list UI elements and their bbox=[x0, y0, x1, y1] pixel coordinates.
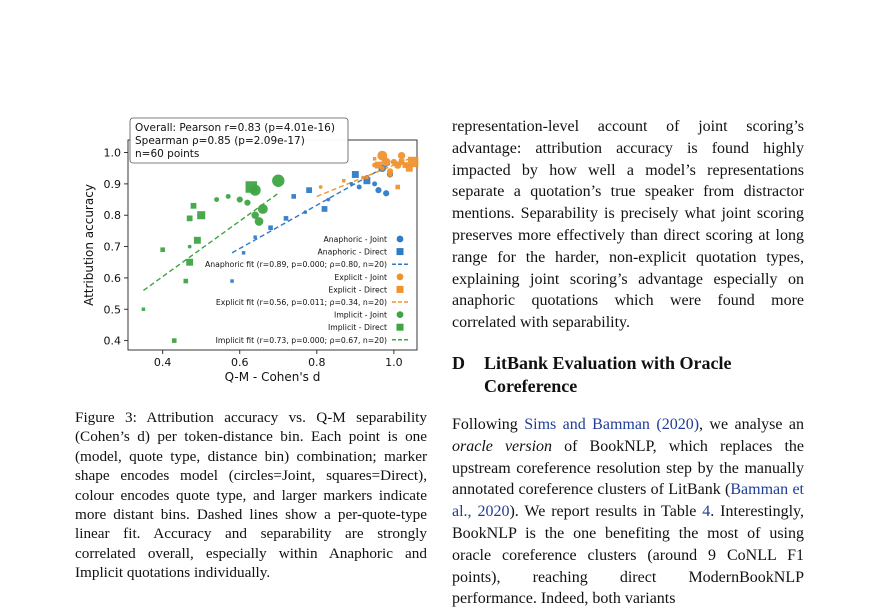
x-tick-label: 0.8 bbox=[308, 356, 326, 369]
legend-label: Explicit - Direct bbox=[328, 285, 387, 295]
legend-label: Implicit - Direct bbox=[328, 323, 387, 333]
citation-link-sims[interactable]: Sims and Bamman (2020) bbox=[524, 416, 700, 433]
point-anaphoric-direct bbox=[253, 235, 256, 238]
point-anaphoric-direct bbox=[230, 279, 233, 282]
x-axis-label: Q-M - Cohen's d bbox=[224, 370, 321, 384]
x-tick-label: 0.6 bbox=[230, 356, 249, 369]
point-implicit-joint bbox=[188, 245, 192, 249]
paragraph-separability: representation-level account of joint scoring’s advantage: attribution accuracy is found highly impacted by how well a model’s representations separate a quotation’s true speaker from distractor mentions. Separability is precisely what joint scoring preserves more effectively than direct scoring at long range for the harder, non-explicit quotation types, explaining joint scoring’s advantage especially on anaphoric quotations which were found more correlated with separability. bbox=[452, 118, 804, 332]
citation-year: 2020 bbox=[661, 416, 694, 433]
chart-svg bbox=[72, 112, 432, 394]
point-anaphoric-joint bbox=[383, 190, 389, 196]
point-implicit-direct bbox=[160, 247, 165, 252]
x-tick-label: 0.4 bbox=[153, 356, 172, 369]
point-explicit-direct bbox=[373, 157, 376, 160]
legend-marker-square bbox=[397, 286, 404, 293]
point-explicit-joint bbox=[361, 176, 365, 180]
y-tick-label: 0.5 bbox=[103, 303, 121, 317]
legend-label: Explicit - Joint bbox=[334, 272, 387, 282]
legend-label: Implicit fit (r=0.73, p=0.000; ρ=0.67, n=20) bbox=[215, 335, 387, 345]
point-implicit-direct bbox=[197, 211, 205, 219]
point-implicit-direct bbox=[184, 279, 189, 284]
citation-year: 2020 bbox=[477, 503, 510, 521]
point-explicit-direct bbox=[388, 172, 393, 177]
scatter-chart bbox=[72, 112, 432, 394]
x-tick-label: 1.0 bbox=[385, 356, 403, 369]
point-implicit-joint bbox=[272, 175, 284, 187]
legend-marker-circle bbox=[397, 311, 404, 318]
point-anaphoric-direct bbox=[268, 225, 273, 230]
y-axis-label: Attribution accuracy bbox=[82, 184, 96, 306]
y-tick-label: 0.7 bbox=[103, 240, 121, 254]
emphasis-text: oracle version bbox=[452, 437, 553, 455]
legend-label: Anaphoric fit (r=0.89, p=0.000; ρ=0.80, n=20) bbox=[205, 260, 387, 270]
section-number: D bbox=[452, 353, 465, 373]
citation-author: Bamman et al. bbox=[452, 481, 804, 521]
stats-line: Spearman ρ=0.85 (p=2.09e-17) bbox=[135, 135, 305, 147]
point-implicit-joint bbox=[255, 217, 264, 226]
point-anaphoric-direct bbox=[352, 171, 359, 178]
point-anaphoric-joint bbox=[357, 185, 362, 190]
y-tick-label: 0.6 bbox=[103, 271, 121, 285]
point-implicit-direct bbox=[194, 237, 201, 244]
point-implicit-joint bbox=[214, 197, 219, 202]
y-tick-label: 0.8 bbox=[103, 209, 121, 223]
point-explicit-direct bbox=[408, 157, 418, 167]
point-explicit-direct bbox=[365, 176, 368, 179]
point-implicit-direct bbox=[246, 181, 258, 193]
stats-line: n=60 points bbox=[135, 148, 200, 160]
section-heading bbox=[452, 352, 804, 398]
point-explicit-joint bbox=[319, 185, 323, 189]
point-anaphoric-joint bbox=[375, 187, 381, 193]
legend-marker-circle bbox=[397, 273, 404, 280]
table-ref-link[interactable]: 4 bbox=[702, 503, 711, 521]
legend-label: Anaphoric - Direct bbox=[317, 247, 387, 257]
point-anaphoric-direct bbox=[291, 194, 296, 199]
legend-marker-circle bbox=[397, 236, 404, 243]
point-explicit-joint bbox=[398, 152, 405, 159]
point-anaphoric-direct bbox=[284, 216, 289, 221]
legend-label: Explicit fit (r=0.56, p=0.011; ρ=0.34, n=20) bbox=[215, 298, 387, 307]
point-explicit-joint bbox=[377, 151, 387, 161]
point-anaphoric-direct bbox=[242, 251, 245, 254]
stats-line: Overall: Pearson r=0.83 (p=4.01e-16) bbox=[135, 122, 335, 134]
point-implicit-direct bbox=[172, 338, 177, 343]
point-implicit-joint bbox=[237, 196, 243, 202]
point-explicit-direct bbox=[342, 179, 345, 182]
point-explicit-direct bbox=[375, 162, 382, 169]
y-tick-label: 1.0 bbox=[103, 146, 121, 160]
point-anaphoric-joint bbox=[350, 182, 354, 186]
point-implicit-direct bbox=[187, 215, 193, 221]
text-span: Following bbox=[452, 416, 525, 433]
point-anaphoric-direct bbox=[322, 206, 328, 212]
text-span: of BookNLP, which replaces the upstream coreference resolution step by the manually annotated coreference clusters of LitBank ( bbox=[452, 437, 804, 499]
point-anaphoric-joint bbox=[327, 198, 331, 202]
point-anaphoric-joint bbox=[372, 181, 377, 186]
text-span: ). We report results in Table bbox=[509, 503, 703, 521]
point-anaphoric-direct bbox=[306, 187, 312, 193]
point-explicit-direct bbox=[395, 185, 400, 190]
point-anaphoric-joint bbox=[303, 210, 307, 214]
section-title: LitBank Evaluation with Oracle Coreference bbox=[484, 353, 732, 396]
text-span: , we analyse an bbox=[699, 416, 805, 433]
point-implicit-direct bbox=[191, 203, 197, 209]
legend-label: Anaphoric - Joint bbox=[323, 235, 387, 244]
figure-caption: Figure 3: Attribution accuracy vs. Q-M separability (Cohen’s d) per token-distance bin. Each point is one (model, quote type, distance bin) combination; marker shape encodes model (circles=Joint, squares=Direct), colour encodes quote type, and larger markers indicate more distant bins. Dashed lines show a per-quote-type linear fit. Accuracy and separability are strongly correlated overall, especially within Anaphoric and Implicit quotations individually. bbox=[75, 409, 427, 582]
citation-author: Sims and Bamman bbox=[524, 416, 650, 433]
legend-marker-square bbox=[397, 324, 404, 331]
y-tick-label: 0.9 bbox=[103, 177, 121, 191]
y-tick-label: 0.4 bbox=[103, 334, 121, 348]
legend-marker-square bbox=[397, 248, 404, 255]
point-implicit-joint bbox=[226, 194, 231, 199]
citation-link-bamman[interactable]: Bamman et al., 2020 bbox=[452, 481, 804, 521]
point-implicit-direct bbox=[186, 259, 193, 266]
legend-label: Implicit - Joint bbox=[334, 310, 387, 320]
text-span: . Interestingly, BookNLP is the one benefiting the most of using oracle coreference clusters (around 9 CoNLL F1 points), reaching direct ModernBookNLP performance. Indeed, both variants bbox=[452, 503, 804, 608]
point-implicit-direct bbox=[142, 308, 145, 311]
point-implicit-joint bbox=[244, 200, 250, 206]
point-implicit-joint bbox=[258, 204, 268, 214]
paragraph-litbank bbox=[452, 414, 804, 610]
